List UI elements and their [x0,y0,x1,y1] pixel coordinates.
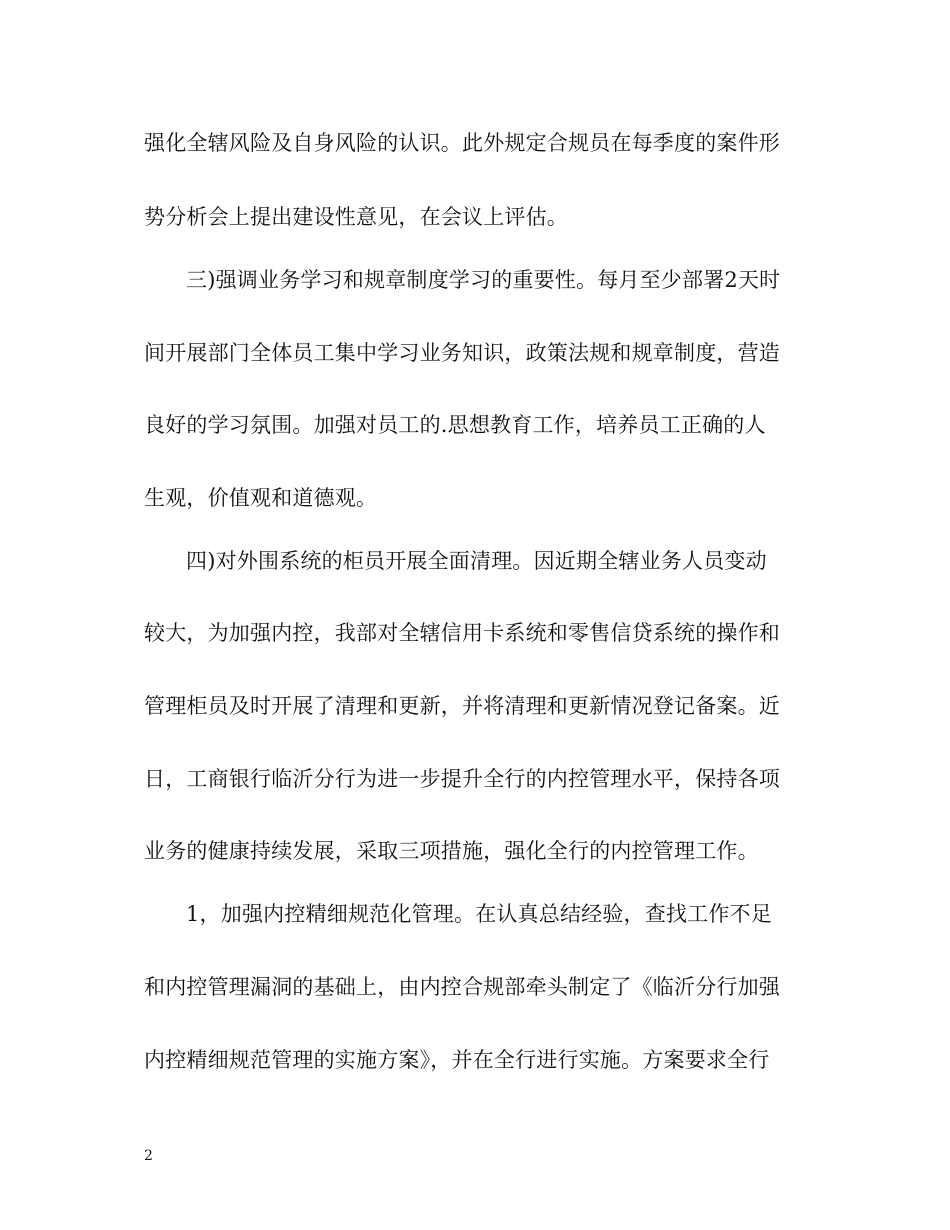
text-line: 生观，价值观和道德观。 [144,486,378,510]
text-line: 间开展部门全体员工集中学习业务知识，政策法规和规章制度，营造 [144,341,780,365]
text-line: 业务的健康持续发展，采取三项措施，强化全行的内控管理工作。 [144,839,759,863]
text-line: 强化全辖风险及自身风险的认识。此外规定合规员在每季度的案件形 [144,131,780,155]
text-line: 较大，为加强内控，我部对全辖信用卡系统和零售信贷系统的操作和 [144,621,780,645]
text-line: 势分析会上提出建设性意见，在会议上评估。 [144,205,568,229]
text-line: 日，工商银行临沂分行为进一步提升全行的内控管理水平，保持各项 [144,767,780,791]
paragraph-3-start: 三)强调业务学习和规章制度学习的重要性。每月至少部署2天时 [186,268,781,292]
text-line: 管理柜员及时开展了清理和更新，并将清理和更新情况登记备案。近 [144,694,780,718]
page-number: 2 [144,1148,153,1164]
text-line: 良好的学习氛围。加强对员工的.思想教育工作，培养员工正确的人 [144,413,766,437]
text-line: 和内控管理漏洞的基础上，由内控合规部牵头制定了《临沂分行加强 [144,975,780,999]
paragraph-1-start: 1，加强内控精细规范化管理。在认真总结经验，查找工作不足 [186,902,772,926]
paragraph-4-start: 四)对外围系统的柜员开展全面清理。因近期全辖业务人员变动 [186,549,767,573]
text-line: 内控精细规范管理的实施方案》，并在全行进行实施。方案要求全行 [144,1048,770,1072]
